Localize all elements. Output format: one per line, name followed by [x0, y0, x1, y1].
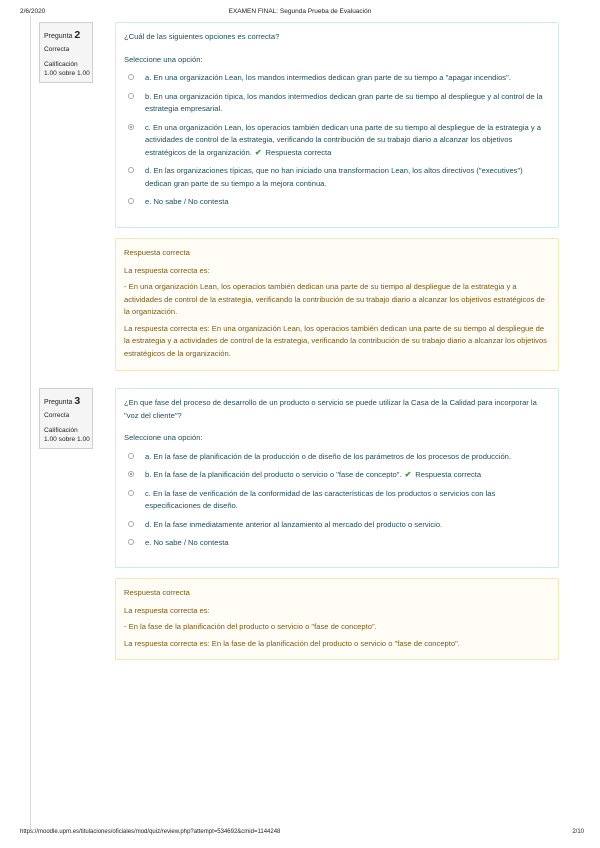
feedback-intro: La respuesta correcta es: [124, 605, 210, 615]
answer-options [124, 451, 549, 550]
answer-option-e[interactable] [124, 196, 549, 209]
question-feedback-2 [115, 238, 559, 371]
question-prompt: Seleccione una opción: [124, 433, 203, 442]
option-label: a. En una organización Lean, los mandos intermedios dedican gran parte de su tiempo a "apagar incendios". [145, 73, 511, 82]
feedback-answer: - En la fase de la planificación del producto o servicio o "fase de concepto". [124, 622, 377, 631]
print-header [0, 8, 600, 20]
question-status: Correcta [44, 412, 70, 420]
check-icon: ✔ [254, 147, 262, 157]
question-formulation-2 [115, 22, 559, 228]
option-label: a. En la fase de planificación de la producción o de diseño de los parámetros de los procesos de producción. [145, 451, 511, 461]
check-icon: ✔ [404, 470, 412, 479]
print-date: 2/6/2020 [20, 8, 46, 15]
question-text: ¿En que fase del proceso de desarrollo de un producto o servicio se puede utilizar la Casa de la Calidad para incorporar la "voz del cliente"? [124, 398, 537, 420]
option-label: d. En la fase inmediatamente anterior al lanzamiento al mercado del producto o servicio. [145, 519, 443, 529]
question-grade: Calificación 1.00 sobre 1.00 [44, 427, 90, 443]
option-label: b. En la fase de la planificación del producto o servicio o "fase de concepto". [145, 470, 402, 479]
question-info-2 [39, 22, 93, 83]
answer-option-d[interactable] [124, 519, 549, 532]
correct-label: Respuesta correcta [265, 147, 332, 157]
question-number-label: Pregunta [44, 399, 73, 406]
radio-button[interactable] [128, 539, 134, 545]
answer-option-b[interactable] [124, 91, 549, 116]
answer-option-a[interactable] [124, 451, 549, 464]
question-feedback-3 [115, 578, 559, 660]
question-info-3 [39, 388, 93, 449]
radio-button[interactable] [128, 93, 134, 99]
answer-option-c[interactable] [124, 488, 549, 513]
feedback-answer: - En una organización Lean, los operacios también dedican una parte de su tiempo al despliegue de la estrategia y a actividades de control de la estrategia, verificando la contribución de su trabajo diario a alcanzar los objetivos estratégicos de la organización. [124, 282, 545, 316]
answer-option-b[interactable] [124, 469, 549, 482]
correct-label: Respuesta correcta [415, 470, 482, 479]
radio-button[interactable] [128, 198, 134, 204]
question-status: Correcta [44, 46, 70, 54]
radio-button[interactable] [128, 453, 134, 459]
option-label: d. En las organizaciones típicas, que no han iniciado una transformacion Lean, los altos directivos ("executives") dedican gran parte de su tiempo a la mejora continua. [145, 166, 523, 188]
question-grade: Calificación 1.00 sobre 1.00 [44, 61, 90, 77]
feedback-heading: Respuesta correcta [124, 248, 190, 257]
radio-button-selected[interactable] [128, 124, 134, 130]
radio-button[interactable] [128, 74, 134, 80]
answer-option-c[interactable] [124, 122, 549, 160]
option-label: b. En una organización típica, los mandos intermedios dedican gran parte de su tiempo al despliegue y al control de la estrategia empresarial. [145, 91, 543, 113]
print-url: https://moodle.upm.es/titulaciones/oficiales/mod/quiz/review.php?attempt=534692&cmid=1144248 [20, 829, 281, 835]
question-number-label: Pregunta [44, 33, 73, 40]
question-prompt: Seleccione una opción: [124, 54, 203, 64]
page-number: 2/10 [572, 829, 584, 835]
question-formulation-3 [115, 388, 559, 568]
print-title: EXAMEN FINAL: Segunda Prueba de Evaluación [228, 8, 372, 15]
page-divider [30, 16, 31, 830]
feedback-summary: La respuesta correcta es: En una organización Lean, los operacios también dedican una parte de su tiempo al despliegue de la estrategia y a actividades de control de la estrategia, verificando la contribución de su trabajo diario a alcanzar los objetivos estratégicos de la organización. [124, 323, 547, 358]
question-text: ¿Cuál de las siguientes opciones es correcta? [124, 32, 280, 41]
question-number-value: 2 [74, 29, 81, 41]
answer-option-a[interactable] [124, 72, 549, 85]
feedback-summary: La respuesta correcta es: En la fase de la planificación del producto o servicio o "fase de concepto". [124, 638, 460, 648]
option-label: c. En una organización Lean, los operacios también dedican una parte de su tiempo al despliegue de la estrategia y a actividades de control de la estrategia, verificando la contribución de su trabajo diario a alcanzar los objetivos estratégicos de la organización. [145, 122, 541, 157]
option-label: e. No sabe / No contesta [145, 197, 229, 206]
option-label: c. En la fase de verificación de la conformidad de las características de los productos o servicios con las especificaciones de diseño. [145, 488, 496, 510]
question-number [44, 28, 92, 42]
radio-button[interactable] [128, 521, 134, 527]
option-label: e. No sabe / No contesta [145, 538, 229, 547]
radio-button[interactable] [128, 490, 134, 496]
radio-button-selected[interactable] [128, 471, 134, 477]
answer-options [124, 72, 549, 209]
question-number-value: 3 [74, 395, 81, 407]
radio-button[interactable] [128, 167, 134, 173]
print-footer [0, 829, 600, 841]
answer-option-d[interactable] [124, 165, 549, 190]
feedback-intro: La respuesta correcta es: [124, 265, 210, 275]
question-number [44, 394, 92, 408]
answer-option-e[interactable] [124, 537, 549, 550]
feedback-heading: Respuesta correcta [124, 588, 190, 597]
